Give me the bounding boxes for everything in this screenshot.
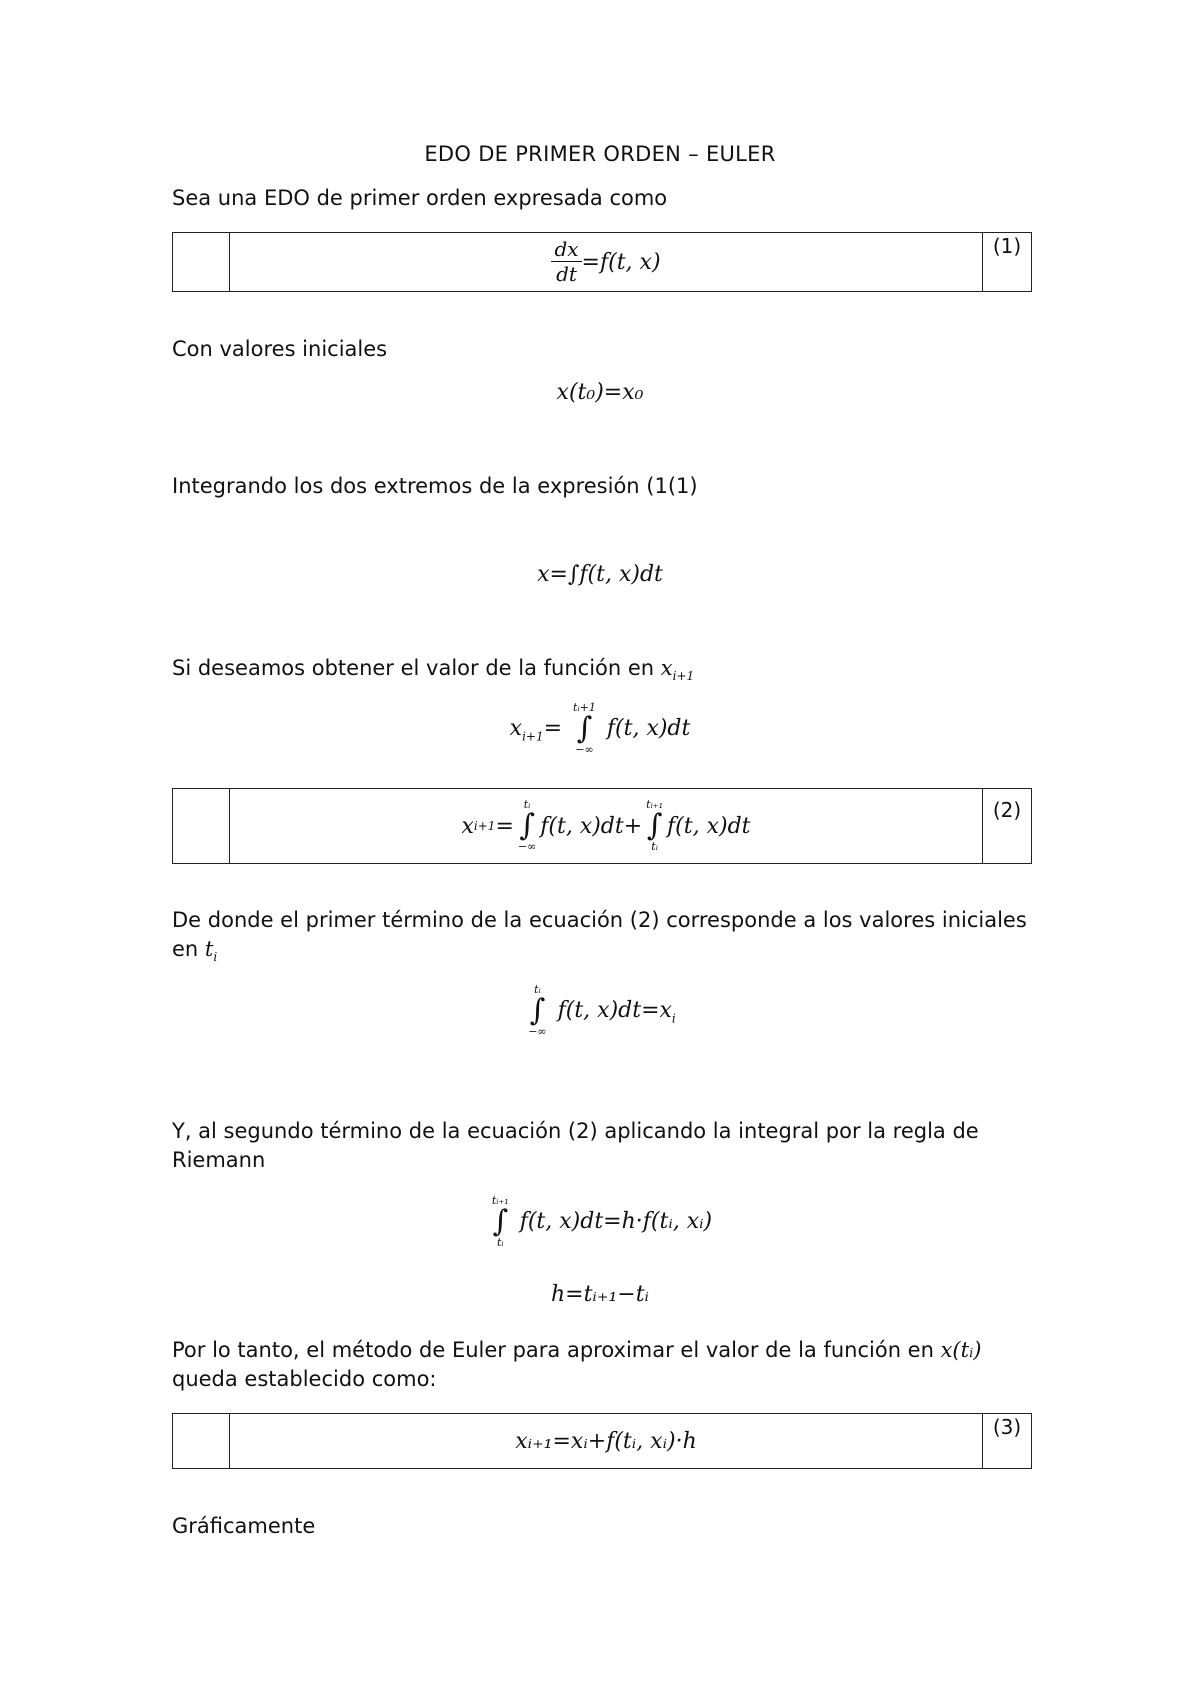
page-title: EDO DE PRIMER ORDEN – EULER [424, 142, 776, 166]
paragraph-euler-method: Por lo tanto, el método de Euler para aproximar el valor de la función en x(tᵢ) queda establecido como: [172, 1338, 982, 1391]
integral-sign: tᵢ ∫ −∞ [517, 798, 537, 853]
paragraph-graphically: Gráficamente [172, 1514, 316, 1538]
equation-1-number: (1) [992, 234, 1022, 258]
fraction-numerator: dx [551, 238, 581, 262]
equation-2-number: (2) [992, 798, 1022, 822]
equation-step-size: h=tᵢ₊₁−tᵢ [550, 1282, 649, 1307]
equation-3-number: (3) [992, 1415, 1022, 1439]
integral-sign: tᵢ ∫ −∞ [528, 983, 547, 1038]
equation-initial-condition: x(t₀)=x₀ [556, 380, 644, 405]
equation-table-2 [172, 788, 1032, 864]
integral-sign: tᵢ₊₁ ∫ tᵢ [491, 1194, 509, 1249]
paragraph-integrating: Integrando los dos extremos de la expresión (1(1) [172, 474, 698, 498]
equation-1 [230, 233, 983, 291]
equation-empty-cell [173, 233, 230, 291]
paragraph-initial-values: Con valores iniciales [172, 337, 388, 361]
paragraph-first-term: De donde el primer término de la ecuación (2) corresponde a los valores iniciales en $t_i$ [172, 908, 1027, 965]
paragraph-text: Si deseamos obtener el valor de la función en [172, 656, 655, 680]
equation-integral-step: $x_{i+1}=$ tᵢ+1 ∫ −∞ f(t, x)dt [509, 701, 691, 756]
equation-integral: x=∫f(t, x)dt [537, 562, 663, 587]
fraction-denominator: dt [556, 262, 577, 286]
equation-3: xᵢ₊₁=xᵢ+f(tᵢ, xᵢ)·h [230, 1414, 983, 1468]
equation-initial-integral: tᵢ ∫ −∞ f(t, $x)dt=x_i$ [528, 983, 676, 1038]
equation-2: x i+1 = tᵢ ∫ −∞ f(t, x)dt+ tᵢ₊₁ ∫ tᵢ f(t, x)dt [230, 789, 983, 863]
inline-variable: $t_i$ [204, 937, 218, 965]
integral-sign: tᵢ+1 ∫ −∞ [573, 701, 596, 756]
equation-riemann: tᵢ₊₁ ∫ tᵢ f(t, x)dt=h·f(tᵢ, xᵢ) [491, 1194, 713, 1249]
paragraph-intro: Sea una EDO de primer orden expresada como [172, 186, 668, 210]
paragraph-desired-value [172, 654, 1034, 691]
equation-empty-cell [173, 1414, 230, 1468]
integral-sign: tᵢ₊₁ ∫ tᵢ [646, 798, 664, 853]
equation-table-1 [172, 232, 1032, 292]
equation-table-3 [172, 1413, 1032, 1469]
equation-empty-cell [173, 789, 230, 863]
inline-variable: $x_{i+1}$ [660, 656, 695, 684]
equation-1-rhs: =f(t, x) [581, 249, 661, 275]
derivative-fraction [551, 238, 581, 286]
inline-expression: x(tᵢ) [940, 1338, 982, 1362]
paragraph-second-term: Y, al segundo término de la ecuación (2) aplicando la integral por la regla de Riemann [172, 1119, 979, 1172]
